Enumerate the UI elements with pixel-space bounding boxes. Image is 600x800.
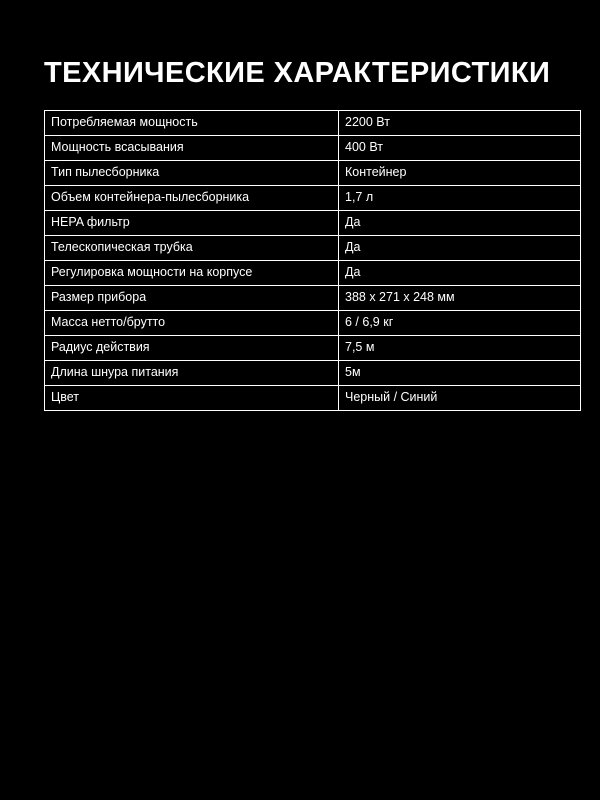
spec-value: 1,7 л xyxy=(339,185,581,210)
table-row xyxy=(45,110,581,135)
spec-value: 2200 Вт xyxy=(339,110,581,135)
spec-param: Длина шнура питания xyxy=(45,360,339,385)
spec-param: Тип пылесборника xyxy=(45,160,339,185)
spec-value: 5м xyxy=(339,360,581,385)
spec-value: Контейнер xyxy=(339,160,581,185)
spec-value: Да xyxy=(339,210,581,235)
table-row xyxy=(45,185,581,210)
spec-value: Да xyxy=(339,260,581,285)
spec-param: Потребляемая мощность xyxy=(45,110,339,135)
spec-param: Регулировка мощности на корпусе xyxy=(45,260,339,285)
spec-param: Цвет xyxy=(45,385,339,410)
spec-value: Да xyxy=(339,235,581,260)
table-row xyxy=(45,210,581,235)
spec-value: 388 x 271 x 248 мм xyxy=(339,285,581,310)
table-row xyxy=(45,310,581,335)
table-row xyxy=(45,160,581,185)
spec-param: Размер прибора xyxy=(45,285,339,310)
spec-param: Масса нетто/брутто xyxy=(45,310,339,335)
table-row xyxy=(45,335,581,360)
table-row xyxy=(45,135,581,160)
table-row xyxy=(45,260,581,285)
spec-param: HEPA фильтр xyxy=(45,210,339,235)
table-row xyxy=(45,235,581,260)
spec-value: 400 Вт xyxy=(339,135,581,160)
page-title: ТЕХНИЧЕСКИЕ ХАРАКТЕРИСТИКИ xyxy=(44,57,551,89)
specifications-table-body xyxy=(45,110,581,410)
spec-param: Радиус действия xyxy=(45,335,339,360)
spec-param: Телескопическая трубка xyxy=(45,235,339,260)
spec-value: Черный / Синий xyxy=(339,385,581,410)
table-row xyxy=(45,360,581,385)
spec-value: 6 / 6,9 кг xyxy=(339,310,581,335)
spec-param: Мощность всасывания xyxy=(45,135,339,160)
specifications-table xyxy=(44,110,581,411)
table-row xyxy=(45,385,581,410)
spec-value: 7,5 м xyxy=(339,335,581,360)
table-row xyxy=(45,285,581,310)
spec-param: Объем контейнера-пылесборника xyxy=(45,185,339,210)
